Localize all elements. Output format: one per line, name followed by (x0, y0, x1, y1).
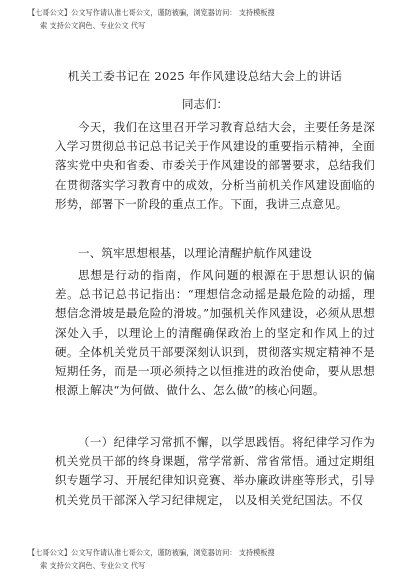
footer-banner (28, 546, 388, 572)
paragraph-thought: 思想是行动的指南，作风问题的根源在于思想认识的偏差。总书记总书记指出：“理想信念动摇是最危险的动摇，理想信念滑坡是最危险的滑坡。”加强机关作风建设，必须从思想深处入手，以理论上的清醒确保政治上的坚定和作风上的过硬。全体机关党员干部要深刻认识到，贯彻落实规定精神不是短期任务，而是一项必须持之以恒推进的政治使命，要从思想根源上解决“为何做、做什么、怎么做”的核心问题。 (55, 268, 375, 398)
footer-banner-line-1: 【七哥公文】公文写作请认准七哥公文，谨防被骗，浏览器访问： 支持模板搜 (28, 548, 275, 557)
footer-banner-line-2: 索 支持公文润色、专业公文 代写 (40, 561, 146, 570)
paragraph-discipline: （一）纪律学习常抓不懈，以学思践悟。将纪律学习作为机关党员干部的终身课题，常学常新、常省常悟。通过定期组织专题学习、开展纪律知识竞赛、举办廉政讲座等形式，引导机关党员干部深入学习纪律规定， 以及相关党纪国法。不仅 (55, 435, 375, 507)
document-title: 机关工委书记在 2025 年作风建设总结大会上的讲话 (67, 69, 343, 83)
banner-line-1: 【七哥公文】公文写作请认准七哥公文，谨防被骗，浏览器访问： 支持模板搜 (28, 8, 275, 17)
banner-line-2: 索 支持公文润色、专业公文 代写 (40, 21, 146, 30)
salutation: 同志们： (182, 97, 228, 111)
header-banner (28, 6, 388, 32)
paragraph-intro: 今天，我们在这里召开学习教育总结大会，主要任务是深入学习贯彻总书记总书记关于作风建设的重要指示精神，全面落实党中央和省委、市委关于作风建设的部署要求，总结我们在贯彻落实学习教育中的成效，分析当前机关作风建设面临的形势，部署下一阶段的重点工作。下面，我讲三点意见。 (55, 120, 375, 211)
section-heading-1: 一、筑牢思想根基，以理论清醒护航作风建设 (78, 246, 312, 260)
